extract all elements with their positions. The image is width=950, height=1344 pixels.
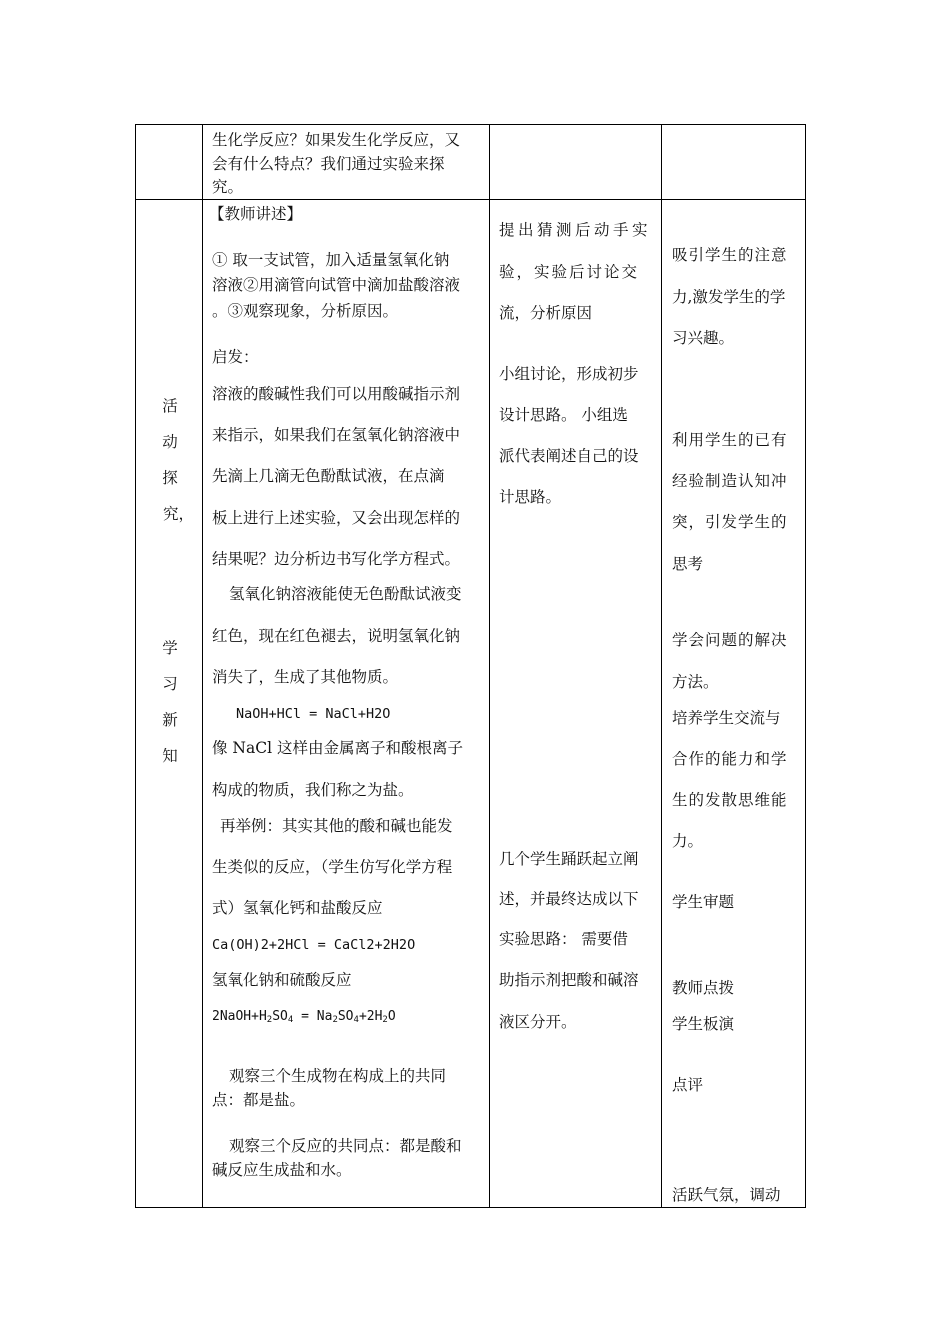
common-point-line: 点：都是盐。: [212, 1091, 306, 1109]
column-divider-1: [202, 124, 203, 1208]
design-intent-line: 培养学生交流与: [672, 709, 781, 727]
design-intent-line: 力。: [672, 832, 704, 850]
hint-line: 溶液的酸碱性我们可以用酸碱指示剂: [212, 385, 461, 403]
hint-line: 板上进行上述实验，又会出现怎样的: [212, 509, 461, 527]
design-intent-line: 突，引发学生的: [672, 513, 788, 531]
stage-label-char: 新: [162, 711, 178, 729]
design-intent-line: 学生审题: [672, 893, 735, 911]
equation-label-h2so4: 氢氧化钠和硫酸反应: [212, 971, 352, 989]
column-divider-2: [489, 124, 490, 1208]
teacher-heading: 【教师讲述】: [209, 205, 303, 223]
observation-line: 红色，现在红色褪去，说明氢氧化钠: [212, 627, 461, 645]
table-left-border: [135, 124, 136, 1208]
design-intent-line: 经验制造认知冲: [672, 472, 788, 490]
student-activity-line: 小组讨论，形成初步: [499, 365, 639, 383]
design-intent-line: 力,激发学生的学: [672, 288, 786, 306]
hint-line: 先滴上几滴无色酚酞试液，在点滴: [212, 467, 445, 485]
student-activity-line: 计思路。: [499, 488, 562, 506]
stage-label-char: 动: [162, 433, 178, 451]
equation-naoh-h2so4: $2NaOH+H_2SO_4 = Na_2SO_4+2H_2O$: [212, 1009, 396, 1025]
hint-line: 结果呢？边分析边书写化学方程式。: [212, 550, 461, 568]
salt-definition-line: 像 NaCl 这样由金属离子和酸根离子: [212, 739, 463, 757]
observation-line: 消失了，生成了其他物质。: [212, 668, 399, 686]
student-activity-line: 流，分析原因: [499, 304, 593, 322]
example-line: 再举例：其实其他的酸和碱也能发: [220, 817, 453, 835]
design-intent-line: 生的发散思维能: [672, 791, 788, 809]
design-intent-line: 学会问题的解决: [672, 631, 788, 649]
student-activity-line: 述，并最终达成以下: [499, 890, 639, 908]
hint-line: 来指示，如果我们在氢氧化钠溶液中: [212, 426, 461, 444]
design-intent-line: 教师点拨: [672, 979, 735, 997]
design-intent-line: 利用学生的已有: [672, 431, 788, 449]
stage-label-char: 习: [162, 675, 178, 693]
student-activity-line: 液区分开。: [499, 1013, 577, 1031]
row1-text-line: 究。: [212, 178, 244, 196]
student-activity-line: 验，实验后讨论交: [499, 263, 640, 281]
equation-caoh2-hcl: Ca(OH)2+2HCl = CaCl2+2H2O: [212, 937, 416, 953]
design-intent-line: 点评: [672, 1076, 704, 1094]
design-intent-line: 习兴趣。: [672, 329, 735, 347]
salt-definition-line: 构成的物质，我们称之为盐。: [212, 781, 414, 799]
design-intent-line: 吸引学生的注意: [672, 246, 788, 264]
common-point-line: 观察三个生成物在构成上的共同: [229, 1067, 447, 1085]
observation-line: 氢氧化钠溶液能使无色酚酞试液变: [229, 585, 462, 603]
teacher-step-line: 。③观察现象，分析原因。: [212, 302, 399, 320]
teacher-step-line: 溶液②用滴管向试管中滴加盐酸溶液: [212, 276, 461, 294]
stage-label-char: 活: [162, 397, 178, 415]
table-right-border: [805, 124, 806, 1208]
equation-naoh-hcl: NaOH+HCl = NaCl+H2O: [236, 706, 391, 722]
example-line: 生类似的反应，（学生仿写化学方程: [212, 858, 453, 876]
design-intent-line: 合作的能力和学: [672, 750, 788, 768]
common-point-line: 观察三个反应的共同点：都是酸和: [229, 1137, 462, 1155]
student-activity-line: 派代表阐述自己的设: [499, 447, 639, 465]
stage-label-char: 知: [162, 747, 178, 765]
teacher-step-line: ① 取一支试管，加入适量氢氧化钠: [212, 251, 450, 269]
common-point-line: 碱反应生成盐和水。: [212, 1161, 352, 1179]
column-divider-3: [661, 124, 662, 1208]
student-activity-line: 助指示剂把酸和碱溶: [499, 971, 639, 989]
stage-label-char: 究，: [163, 505, 195, 523]
row-divider: [135, 199, 806, 200]
hint-label: 启发：: [212, 348, 259, 366]
table-top-border: [135, 124, 806, 125]
example-line: 式）氢氧化钙和盐酸反应: [212, 899, 383, 917]
design-intent-line: 活跃气氛，调动: [672, 1186, 781, 1204]
student-activity-line: 几个学生踊跃起立阐: [499, 850, 639, 868]
design-intent-line: 学生板演: [672, 1015, 735, 1033]
design-intent-line: 思考: [672, 555, 704, 573]
student-activity-line: 设计思路。 小组选: [499, 406, 628, 424]
student-activity-line: 提出猜测后动手实: [499, 221, 652, 239]
row1-text-line: 生化学反应？如果发生化学反应，又: [212, 131, 461, 149]
stage-label-char: 学: [162, 639, 178, 657]
stage-label-char: 探: [162, 469, 178, 487]
student-activity-line: 实验思路： 需要借: [499, 930, 628, 948]
table-bottom-border: [135, 1207, 806, 1208]
design-intent-line: 方法。: [672, 673, 719, 691]
row1-text-line: 会有什么特点？我们通过实验来探: [212, 155, 445, 173]
